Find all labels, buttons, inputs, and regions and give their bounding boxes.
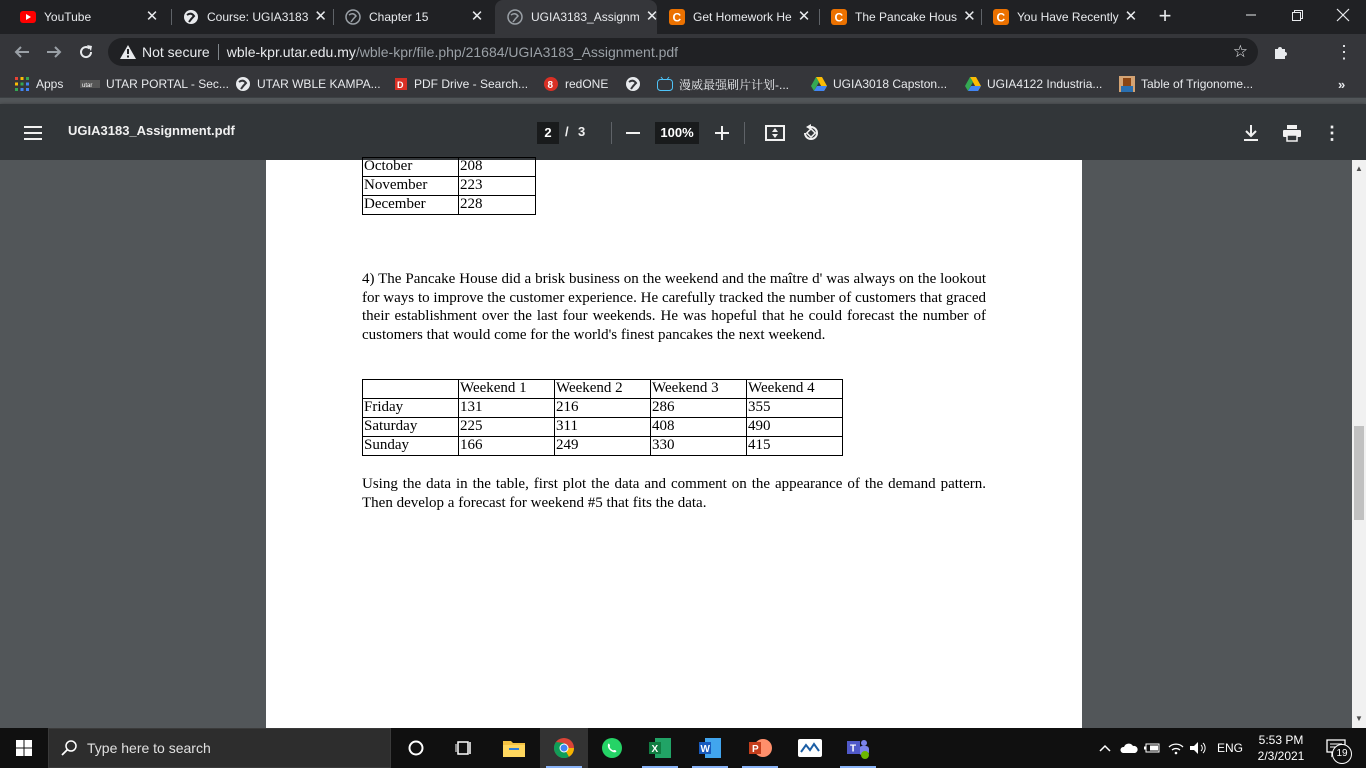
- bookmark-label: UGIA4122 Industria...: [987, 77, 1103, 91]
- clock-date: 2/3/2021: [1257, 749, 1305, 763]
- table-cell: 223: [459, 177, 536, 196]
- back-button[interactable]: [8, 38, 36, 66]
- search-placeholder: Type here to search: [87, 740, 211, 756]
- svg-text:8: 8: [547, 80, 554, 91]
- globe-icon: [625, 76, 641, 92]
- notification-count-badge: 19: [1332, 744, 1352, 764]
- page-number-input[interactable]: 2: [537, 122, 559, 144]
- onedrive-icon[interactable]: [1118, 728, 1140, 768]
- svg-text:X: X: [651, 744, 659, 755]
- url-host: wble-kpr.utar.edu.my: [226, 44, 356, 60]
- tab-pancake-house[interactable]: [819, 0, 981, 34]
- table-cell: 311: [555, 418, 651, 437]
- taskbar-search-input[interactable]: [48, 728, 391, 768]
- bookmark-trigonometry[interactable]: [1119, 75, 1253, 93]
- table-cell: October: [363, 158, 459, 177]
- tab-chapter-15[interactable]: [333, 0, 495, 34]
- volume-icon[interactable]: [1188, 728, 1210, 768]
- bookmark-utar-portal[interactable]: [80, 75, 229, 93]
- bookmark-pdf-drive[interactable]: [388, 75, 528, 93]
- close-icon[interactable]: ✕: [1124, 8, 1138, 25]
- chegg-icon: [669, 9, 685, 25]
- scroll-down-arrow-icon[interactable]: ▼: [1355, 714, 1363, 723]
- table-cell: 408: [651, 418, 747, 437]
- table-cell: 286: [651, 399, 747, 418]
- tab-youtube[interactable]: [8, 0, 170, 34]
- bookmark-star-icon[interactable]: ☆: [1232, 42, 1248, 61]
- youtube-icon: [20, 9, 36, 25]
- table-header-cell: Weekend 2: [555, 380, 651, 399]
- tab-title: Course: UGIA3183: [207, 10, 309, 24]
- globe-icon: [183, 9, 199, 25]
- table-cell: 225: [459, 418, 555, 437]
- svg-text:W: W: [700, 744, 710, 755]
- more-bookmarks-chevron-icon[interactable]: »: [1338, 76, 1346, 92]
- zoom-out-button[interactable]: [620, 120, 646, 146]
- tab-recently[interactable]: [981, 0, 1143, 34]
- pdf-drive-icon: [388, 76, 408, 92]
- bookmark-utar-wble[interactable]: [235, 75, 381, 93]
- table-header-row: [363, 380, 843, 399]
- close-icon[interactable]: ✕: [470, 8, 484, 25]
- bookmark-label: UGIA3018 Capston...: [833, 77, 948, 91]
- more-options-icon[interactable]: ⋮: [1323, 122, 1341, 143]
- apps-grid-icon: [14, 76, 30, 92]
- zoom-in-button[interactable]: [709, 120, 735, 146]
- pdf-page: [266, 160, 1082, 728]
- svg-text:T: T: [850, 743, 857, 755]
- teams-icon[interactable]: [834, 728, 882, 768]
- bookmark-ugia4122[interactable]: [965, 75, 1102, 93]
- new-tab-button[interactable]: +: [1158, 3, 1172, 28]
- table-cell: 415: [747, 437, 843, 456]
- chegg-icon: [993, 9, 1009, 25]
- pdf-viewer[interactable]: [0, 160, 1352, 728]
- wifi-icon[interactable]: [1166, 728, 1186, 768]
- clock[interactable]: [1252, 728, 1310, 768]
- bookmark-bilibili[interactable]: [657, 75, 789, 93]
- pdf-toolbar: [0, 104, 1366, 160]
- tab-title: The Pancake Hous: [855, 10, 958, 24]
- globe-icon: [345, 9, 361, 25]
- chegg-icon: [831, 9, 847, 25]
- bookmark-label: Table of Trigonome...: [1141, 77, 1254, 91]
- reload-button[interactable]: [72, 38, 100, 66]
- table-row: [363, 418, 843, 437]
- notification-center-icon[interactable]: [1316, 728, 1356, 768]
- table-cell: 228: [459, 196, 536, 215]
- chrome-icon[interactable]: [540, 728, 588, 768]
- bookmarks-bar: [0, 70, 1366, 98]
- print-icon[interactable]: [1279, 120, 1305, 146]
- drive-icon: [965, 76, 981, 92]
- close-icon[interactable]: ✕: [314, 8, 327, 25]
- bookmark-globe[interactable]: [625, 75, 647, 93]
- rotate-icon[interactable]: [798, 120, 824, 146]
- table-cell: 208: [459, 158, 536, 177]
- redone-icon: [543, 76, 559, 92]
- table-row: [363, 158, 536, 177]
- drive-icon: [811, 76, 827, 92]
- tab-get-homework[interactable]: [657, 0, 819, 34]
- close-icon[interactable]: ✕: [145, 8, 159, 25]
- table-cell: November: [363, 177, 459, 196]
- page-separator: /: [565, 124, 569, 139]
- bilibili-icon: [657, 76, 673, 92]
- table-cell: Saturday: [363, 418, 459, 437]
- minimize-button[interactable]: [1228, 0, 1274, 30]
- table-header-cell: [363, 380, 459, 399]
- input-language[interactable]: ENG: [1216, 741, 1243, 755]
- bookmark-label: UTAR PORTAL - Sec...: [106, 77, 229, 91]
- bookmark-label: UTAR WBLE KAMPA...: [257, 77, 381, 91]
- powerpoint-icon[interactable]: [736, 728, 784, 768]
- whatsapp-icon[interactable]: [588, 728, 636, 768]
- forward-button[interactable]: [40, 38, 68, 66]
- instruction-text: Using the data in the table, first plot the data and comment on the appearance of the demand pattern. Then develop a forecast for weekend #5 that fits the data.: [362, 476, 986, 511]
- pdf-title: UGIA3183_Assignment.pdf: [68, 123, 235, 138]
- bookmark-ugia3018[interactable]: [811, 75, 947, 93]
- svg-text:C: C: [996, 10, 1006, 25]
- table-header-cell: Weekend 1: [459, 380, 555, 399]
- globe-icon: [507, 9, 523, 25]
- weekend-customers-table: [362, 379, 843, 456]
- scroll-up-arrow-icon[interactable]: ▲: [1355, 164, 1363, 173]
- hamburger-menu-icon[interactable]: [20, 120, 46, 146]
- tab-title: UGIA3183_Assignm: [531, 10, 640, 24]
- table-header-cell: Weekend 3: [651, 380, 747, 399]
- table-cell: 216: [555, 399, 651, 418]
- windows-taskbar: [0, 728, 1366, 768]
- table-cell: 330: [651, 437, 747, 456]
- cortana-icon[interactable]: [392, 728, 440, 768]
- table-cell: 131: [459, 399, 555, 418]
- table-cell: Friday: [363, 399, 459, 418]
- url-path: /wble-kpr/file.php/21684/UGIA3183_Assignment.pdf: [355, 44, 679, 60]
- bookmark-label: redONE: [565, 77, 609, 91]
- table-row: [363, 177, 536, 196]
- svg-text:P: P: [752, 744, 759, 755]
- svg-text:C: C: [834, 10, 844, 25]
- tab-course[interactable]: [171, 0, 333, 34]
- table-cell: Sunday: [363, 437, 459, 456]
- security-label[interactable]: Not secure: [142, 44, 210, 60]
- table-cell: 249: [555, 437, 651, 456]
- utar-icon: [80, 76, 100, 92]
- close-window-button[interactable]: [1320, 0, 1366, 30]
- zoom-level-input[interactable]: 100%: [655, 122, 699, 144]
- whiteboard-icon[interactable]: [786, 728, 834, 768]
- image-icon: [1119, 76, 1135, 92]
- total-pages: 3: [578, 124, 586, 139]
- clock-time: 5:53 PM: [1258, 733, 1304, 747]
- table-row: [363, 196, 536, 215]
- show-hidden-icons-chevron-icon[interactable]: [1096, 728, 1114, 768]
- table-cell: 355: [747, 399, 843, 418]
- svg-text:D: D: [397, 80, 404, 90]
- svg-text:utar: utar: [82, 83, 93, 89]
- tab-title: Chapter 15: [369, 10, 429, 24]
- vertical-scrollbar[interactable]: [1352, 160, 1366, 728]
- table-header-cell: Weekend 4: [747, 380, 843, 399]
- address-bar[interactable]: [108, 38, 1258, 66]
- question-4-text: 4) The Pancake House did a brisk business on the weekend and the maître d' was always on the lookout for ways to improve the customer experience. He carefully tracked the number of customers that graced their establishment over the last four weekends. He was hopeful that he could forecast the number of customers that would come for the world's finest pancakes the next weekend.: [362, 271, 986, 343]
- bookmark-label: 漫威最强刷片计划-...: [679, 77, 789, 92]
- menu-kebab-icon[interactable]: ⋮: [1335, 41, 1353, 62]
- file-explorer-icon[interactable]: [490, 728, 538, 768]
- task-view-icon[interactable]: [440, 728, 488, 768]
- table-row: [363, 437, 843, 456]
- download-icon[interactable]: [1238, 120, 1264, 146]
- close-icon[interactable]: ✕: [645, 8, 659, 25]
- close-icon[interactable]: ✕: [963, 8, 976, 25]
- close-icon[interactable]: ✕: [797, 8, 811, 25]
- battery-icon[interactable]: [1142, 728, 1162, 768]
- tab-title: Get Homework He: [693, 10, 792, 24]
- browser-toolbar: [0, 34, 1366, 70]
- table-cell: 490: [747, 418, 843, 437]
- bookmark-label: Apps: [36, 77, 64, 91]
- bookmark-apps[interactable]: [14, 75, 63, 93]
- bookmark-label: PDF Drive - Search...: [414, 77, 529, 91]
- windows-start-icon[interactable]: [0, 728, 48, 768]
- svg-text:C: C: [672, 10, 682, 25]
- tab-strip: [0, 0, 1366, 34]
- monthly-table: [362, 157, 536, 215]
- bookmark-redone[interactable]: [543, 75, 608, 93]
- tab-title: YouTube: [44, 10, 92, 24]
- search-icon: [61, 740, 77, 756]
- table-cell: 166: [459, 437, 555, 456]
- restore-button[interactable]: [1274, 0, 1320, 30]
- excel-icon[interactable]: [636, 728, 684, 768]
- warning-icon: [120, 45, 136, 59]
- globe-icon: [235, 76, 251, 92]
- table-row: [363, 399, 843, 418]
- fit-page-icon[interactable]: [762, 120, 788, 146]
- extensions-icon[interactable]: [1266, 38, 1294, 66]
- scrollbar-thumb[interactable]: [1354, 426, 1364, 520]
- word-icon[interactable]: [686, 728, 734, 768]
- tab-assignment-pdf[interactable]: [495, 0, 657, 34]
- table-cell: December: [363, 196, 459, 215]
- tab-title: You Have Recently: [1017, 10, 1119, 24]
